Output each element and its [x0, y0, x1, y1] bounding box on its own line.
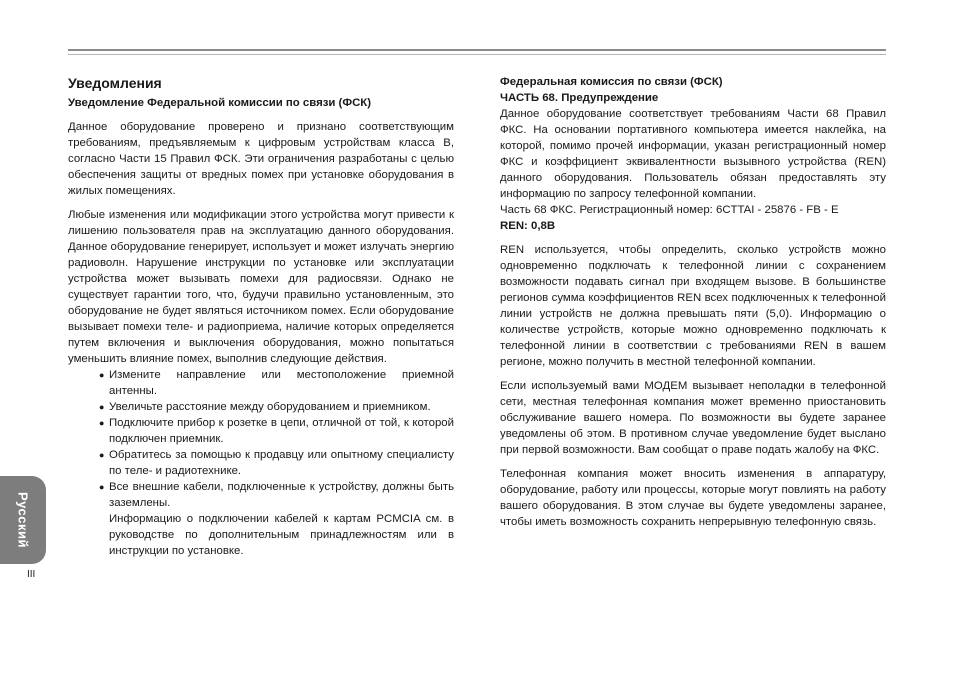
paragraph-modifications: Любые изменения или модификации этого устройства могут привести к лишению пользователя прав на эксплуатацию данного оборудования. Данное оборудование генерирует, использует и может излучать энергию радиоволн. Нарушение инструкции по установке или эксплуатации устройства может вызывать помехи для радиосвязи. Однако не существует гарантии того, что, будучи правильно установленным, это оборудование не будет являться источником помех. Если оборудование вызывает помехи теле- и радиоприема, наличие которых определяется путем включения и выключения оборудования, можно попытаться уменьшить влияние помех, выполнив следующие действия. — [68, 209, 454, 365]
part68-heading: ЧАСТЬ 68. Предупреждение — [500, 92, 659, 104]
language-tab-label: Русский — [15, 491, 31, 549]
ren-value: REN: 0,8B — [500, 220, 556, 232]
right-column — [500, 74, 886, 530]
list-item: ● Все внешние кабели, подключенные к устройству, должны быть заземлены. — [99, 479, 454, 511]
header-rule-thin — [68, 54, 886, 55]
list-item: ● Подключите прибор к розетке в цепи, отличной от той, к которой подключен приемник. — [99, 415, 454, 447]
fcc-notice-subheading: Уведомление Федеральной комиссии по связи (ФСК) — [68, 97, 372, 109]
paragraph-modem: Если используемый вами МОДЕМ вызывает неполадки в телефонной сети, местная телефонная компания может временно приостановить обслуживание вашего номера. По возможности вы будете заранее уведомлены об этом. В противном случае уведомление будет выслано при первой возможности. Вам сообщат о праве подать жалобу на ФКС. — [500, 380, 886, 456]
language-tab — [0, 476, 46, 564]
paragraph-changes: Телефонная компания может вносить изменения в аппаратуру, оборудование, работу или процессы, которые могут повлиять на работу вашего оборудования. В этом случае вы будете уведомлены заранее, чтобы иметь возможность сохранить непрерывную телефонную связь. — [500, 468, 886, 528]
paragraph-ren: REN используется, чтобы определить, сколько устройств можно одновременно подключать к телефонной линии с сохранением возможности подавать сигнал при входящем вызове. В большинстве регионов сумма коэффициентов REN всех подключенных к телефонной линии устройств не должна превышать пяти (5,0). Информацию о количестве устройств, которые можно одновременно подключать к телефонной линии в соответствии с требованиями REN в вашем регионе, можно получить в местной телефонной компании. — [500, 244, 886, 368]
header-rule — [68, 49, 886, 51]
list-item: ● Измените направление или местоположение приемной антенны. — [99, 367, 454, 399]
list-item: ● Увеличьте расстояние между оборудованием и приемником. — [99, 399, 454, 415]
bullet-list — [68, 367, 454, 511]
registration-number: Часть 68 ФКС. Регистрационный номер: 6CTTAI - 25876 - FB - E — [500, 204, 839, 216]
fcc-heading: Федеральная комиссия по связи (ФСК) — [500, 76, 723, 88]
paragraph-part68: Данное оборудование соответствует требованиям Части 68 Правил ФКС. На основании портативного компьютера имеется наклейка, на которой, помимо прочей информации, указан регистрационный номер ФКС и коэффициент эквивалентности вызывного устройства (REN) данного оборудования. Пользователь обязан предоставлять эту информацию по запросу телефонной компании. — [500, 108, 886, 200]
pcmcia-note: Информацию о подключении кабелей к картам PCMCIA см. в руководстве по дополнительным принадлежностям или в инструкции по установке. — [109, 513, 454, 557]
section-heading: Уведомления — [68, 75, 162, 91]
list-item: ● Обратитесь за помощью к продавцу или опытному специалисту по теле- и радиотехнике. — [99, 447, 454, 479]
left-column — [68, 74, 454, 559]
paragraph-class-b: Данное оборудование проверено и признано соответствующим требованиям, предъявляемым к цифровым устройствам класса B, согласно Части 15 Правил ФСК. Эти ограничения разработаны с целью обеспечения защиты от вредных помех при установке оборудования в жилых помещениях. — [68, 121, 454, 197]
page-number: III — [27, 569, 36, 580]
